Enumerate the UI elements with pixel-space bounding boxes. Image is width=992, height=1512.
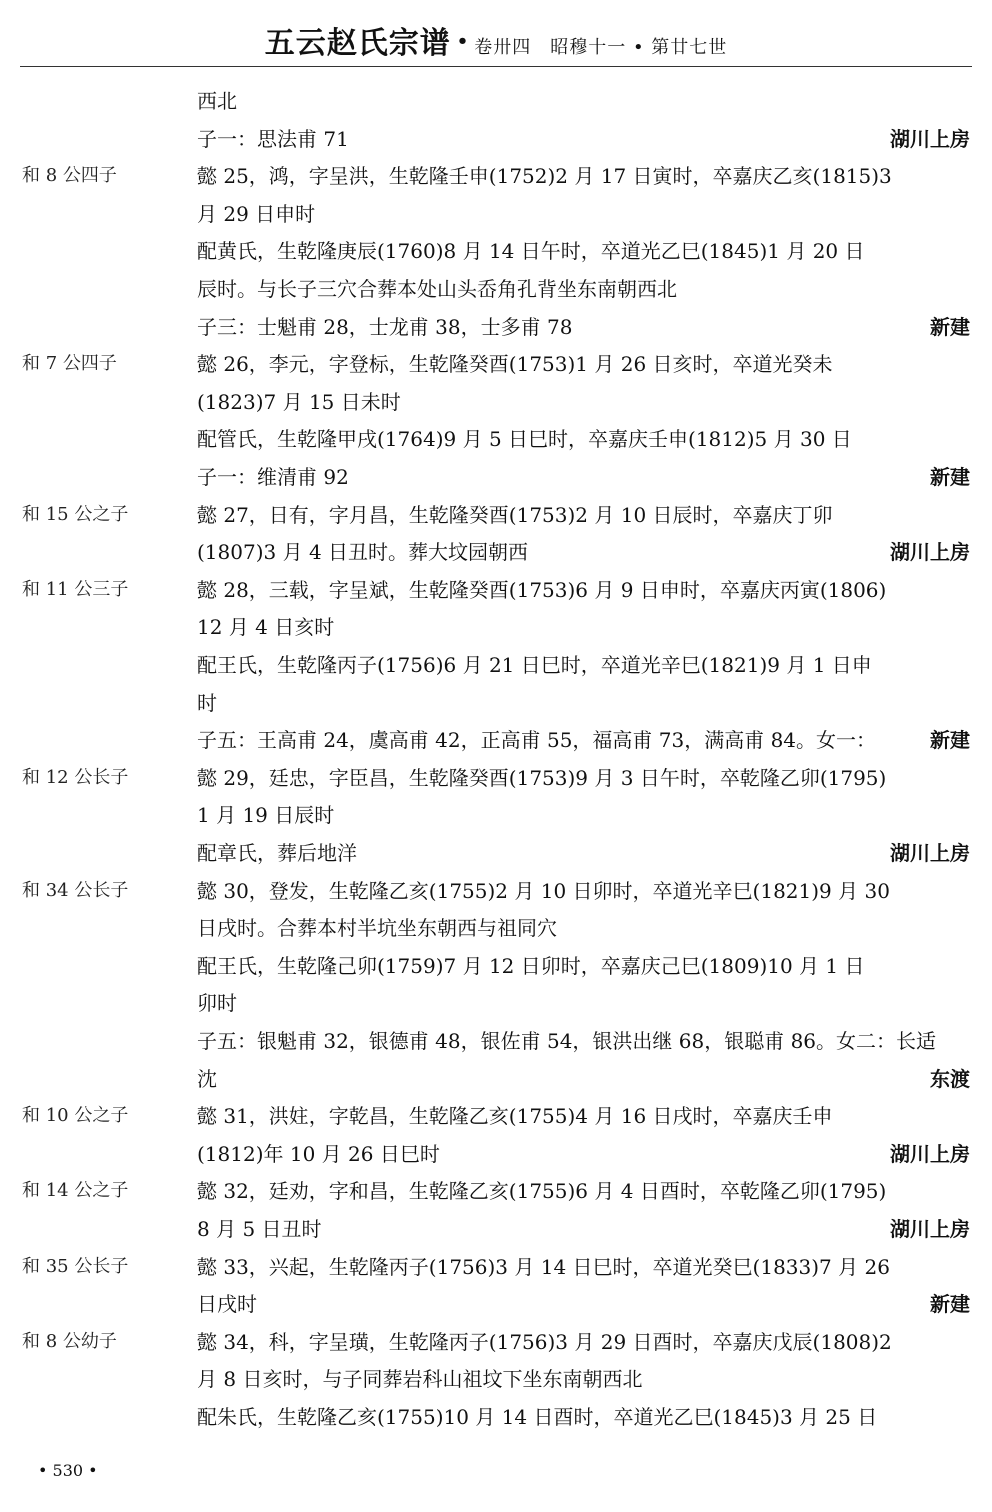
branch-tag: 湖川上房 bbox=[890, 1142, 970, 1166]
entry-text-line: 懿 34，科，字呈璜，生乾隆丙子(1756)3 月 29 日酉时，卒嘉庆戊辰(1808)2 bbox=[197, 1330, 892, 1354]
branch-tag: 东渡 bbox=[930, 1067, 970, 1091]
entry-text-line: 懿 31，洪妵，字乾昌，生乾隆乙亥(1755)4 月 16 日戌时，卒嘉庆壬申 bbox=[197, 1104, 833, 1128]
volume-subtitle: 卷卅四 昭穆十一 • 第廿七世 bbox=[474, 37, 728, 58]
entry-text-line: 懿 29，廷忠，字臣昌，生乾隆癸酉(1753)9 月 3 日午时，卒乾隆乙卯(1795) bbox=[197, 766, 887, 790]
entry-text-line: 1 月 19 日辰时 bbox=[197, 803, 335, 827]
branch-tag: 湖川上房 bbox=[890, 841, 970, 865]
title-separator-dot: • bbox=[456, 31, 469, 52]
entry-text-line: 配王氏，生乾隆丙子(1756)6 月 21 日巳时，卒道光辛巳(1821)9 月 1 日申 bbox=[197, 653, 872, 677]
entry-text-line: 子五：银魁甫 32，银德甫 48，银佐甫 54，银洪出继 68，银聪甫 86。女二：长适 bbox=[197, 1029, 937, 1053]
entry-text-line: (1807)3 月 4 日丑时。葬大坟园朝西 bbox=[197, 540, 529, 564]
entry-text-line: 月 8 日亥时，与子同葬岩科山祖坟下坐东南朝西北 bbox=[197, 1367, 643, 1391]
genealogy-title: 五云赵氏宗谱 bbox=[264, 26, 451, 61]
entry-parent-label: 和 8 公幼子 bbox=[22, 1331, 117, 1352]
entry-text-line: 子五：王高甫 24，虞高甫 42，正高甫 55，福高甫 73，满高甫 84。女一： bbox=[197, 728, 877, 752]
entry-text-line: 懿 30，登发，生乾隆乙亥(1755)2 月 10 日卯时，卒道光辛巳(1821)9 月 30 bbox=[197, 879, 890, 903]
entry-text-line: 日戌时 bbox=[197, 1292, 257, 1316]
branch-tag: 湖川上房 bbox=[890, 127, 970, 151]
entry-text-line: 8 月 5 日丑时 bbox=[197, 1217, 322, 1241]
entry-text-line: (1823)7 月 15 日未时 bbox=[197, 390, 401, 414]
entry-text-line: 子三：士魁甫 28，士龙甫 38，士多甫 78 bbox=[197, 315, 573, 339]
entry-text-line: 配黄氏，生乾隆庚辰(1760)8 月 14 日午时，卒道光乙巳(1845)1 月 20 日 bbox=[197, 239, 865, 263]
entry-text-line: 时 bbox=[197, 691, 217, 715]
entry-text-line: 辰时。与长子三穴合葬本处山头岙角孔背坐东南朝西北 bbox=[197, 277, 677, 301]
entry-text-line: 12 月 4 日亥时 bbox=[197, 615, 335, 639]
branch-tag: 新建 bbox=[930, 728, 970, 752]
entry-text-line: 懿 32，廷劝，字和昌，生乾隆乙亥(1755)6 月 4 日酉时，卒乾隆乙卯(1795) bbox=[197, 1179, 887, 1203]
entry-parent-label: 和 10 公之子 bbox=[22, 1105, 129, 1126]
entry-text-line: 子一：维清甫 92 bbox=[197, 465, 349, 489]
entry-parent-label: 和 8 公四子 bbox=[22, 165, 117, 186]
branch-tag: 新建 bbox=[930, 1292, 970, 1316]
entry-parent-label: 和 15 公之子 bbox=[22, 504, 129, 525]
entry-text-line: (1812)年 10 月 26 日巳时 bbox=[197, 1142, 440, 1166]
entry-text-line: 月 29 日申时 bbox=[197, 202, 316, 226]
entry-text-line: 日戌时。合葬本村半坑坐东朝西与祖同穴 bbox=[197, 916, 557, 940]
entry-text-line: 懿 27，日有，字月昌，生乾隆癸酉(1753)2 月 10 日辰时，卒嘉庆丁卯 bbox=[197, 503, 833, 527]
entry-text-line: 配管氏，生乾隆甲戌(1764)9 月 5 日巳时，卒嘉庆壬申(1812)5 月 30 日 bbox=[197, 427, 852, 451]
page-header bbox=[0, 18, 992, 64]
branch-tag: 湖川上房 bbox=[890, 540, 970, 564]
entry-text-line: 西北 bbox=[197, 89, 237, 113]
page-number: • 530 • bbox=[38, 1461, 98, 1480]
entry-text-line: 懿 33，兴起，生乾隆丙子(1756)3 月 14 日巳时，卒道光癸巳(1833)7 月 26 bbox=[197, 1255, 890, 1279]
entry-parent-label: 和 7 公四子 bbox=[22, 353, 117, 374]
entry-text-line: 懿 28，三载，字呈斌，生乾隆癸酉(1753)6 月 9 日申时，卒嘉庆丙寅(1806) bbox=[197, 578, 887, 602]
entry-text-line: 卯时 bbox=[197, 991, 237, 1015]
entry-text-line: 懿 25，鸿，字呈洪，生乾隆壬申(1752)2 月 17 日寅时，卒嘉庆乙亥(1815)3 bbox=[197, 164, 892, 188]
entry-parent-label: 和 12 公长子 bbox=[22, 767, 129, 788]
header-rule bbox=[20, 66, 972, 67]
entry-text-line: 沈 bbox=[197, 1067, 217, 1091]
branch-tag: 新建 bbox=[930, 465, 970, 489]
entry-parent-label: 和 11 公三子 bbox=[22, 579, 129, 600]
entry-parent-label: 和 14 公之子 bbox=[22, 1180, 129, 1201]
entry-text-line: 配王氏，生乾隆己卯(1759)7 月 12 日卯时，卒嘉庆己巳(1809)10 月 1 日 bbox=[197, 954, 865, 978]
entry-text-line: 配朱氏，生乾隆乙亥(1755)10 月 14 日酉时，卒道光乙巳(1845)3 月 25 日 bbox=[197, 1405, 878, 1429]
entry-text-line: 配章氏，葬后地洋 bbox=[197, 841, 357, 865]
entry-text-line: 懿 26，李元，字登标，生乾隆癸酉(1753)1 月 26 日亥时，卒道光癸未 bbox=[197, 352, 833, 376]
branch-tag: 湖川上房 bbox=[890, 1217, 970, 1241]
branch-tag: 新建 bbox=[930, 315, 970, 339]
entry-parent-label: 和 35 公长子 bbox=[22, 1256, 129, 1277]
entry-parent-label: 和 34 公长子 bbox=[22, 880, 129, 901]
entry-text-line: 子一：思法甫 71 bbox=[197, 127, 349, 151]
